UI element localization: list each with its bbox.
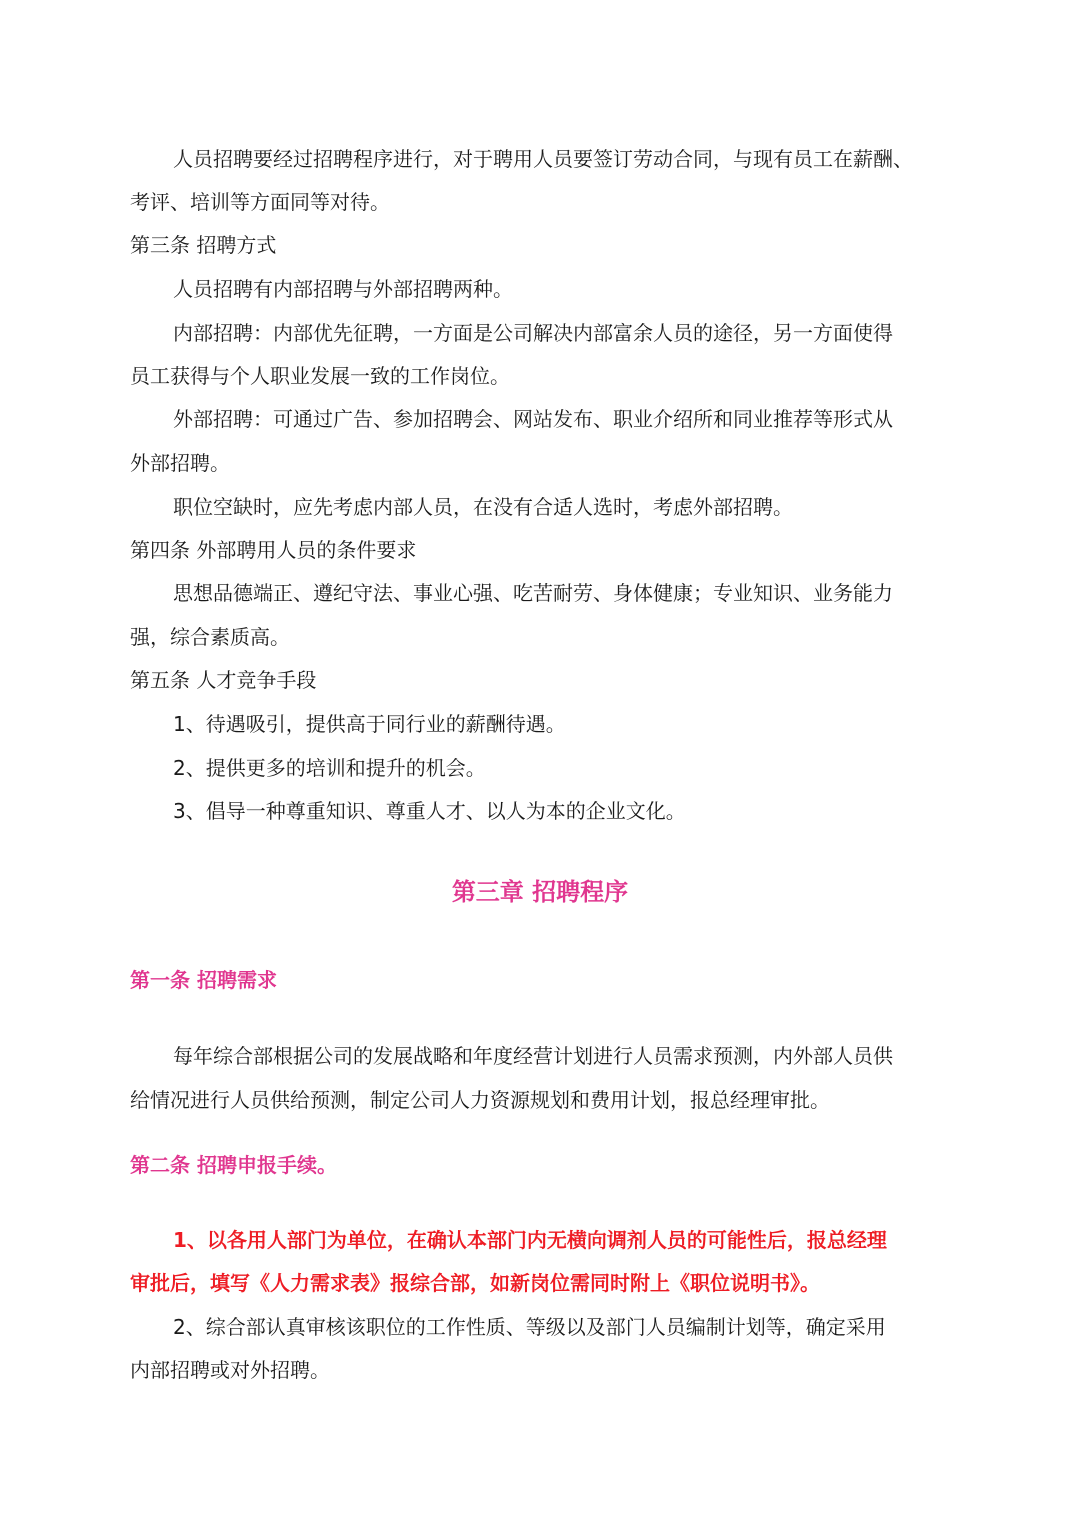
paragraph-line: 职位空缺时，应先考虑内部人员，在没有合适人选时，考虑外部招聘。 xyxy=(173,495,793,519)
paragraph-line: 外部招聘：可通过广告、参加招聘会、网站发布、职业介绍所和同业推荐等形式从 xyxy=(173,407,893,431)
paragraph-line: 人员招聘有内部招聘与外部招聘两种。 xyxy=(173,277,513,301)
list-item: 内部招聘或对外招聘。 xyxy=(130,1358,330,1382)
list-item: 2、综合部认真审核该职位的工作性质、等级以及部门人员编制计划等，确定采用 xyxy=(173,1315,886,1339)
paragraph-line: 强，综合素质高。 xyxy=(130,625,290,649)
paragraph-line: 人员招聘要经过招聘程序进行，对于聘用人员要签订劳动合同，与现有员工在薪酬、 xyxy=(173,147,913,171)
list-item: 1、待遇吸引，提供高于同行业的薪酬待遇。 xyxy=(173,712,566,736)
article-heading: 第一条 招聘需求 xyxy=(130,968,277,992)
paragraph-line: 外部招聘。 xyxy=(130,451,230,475)
paragraph-line: 内部招聘：内部优先征聘，一方面是公司解决内部富余人员的途径，另一方面使得 xyxy=(173,321,893,345)
article-heading: 第五条 人才竞争手段 xyxy=(130,668,317,692)
paragraph-line: 给情况进行人员供给预测，制定公司人力资源规划和费用计划，报总经理审批。 xyxy=(130,1088,830,1112)
paragraph-line: 思想品德端正、遵纪守法、事业心强、吃苦耐劳、身体健康；专业知识、业务能力 xyxy=(173,581,893,605)
paragraph-line: 员工获得与个人职业发展一致的工作岗位。 xyxy=(130,364,510,388)
paragraph-line: 考评、培训等方面同等对待。 xyxy=(130,190,390,214)
highlight-list-item: 审批后，填写《人力需求表》报综合部，如新岗位需同时附上《职位说明书》。 xyxy=(130,1271,820,1295)
article-heading: 第三条 招聘方式 xyxy=(130,233,277,257)
paragraph-line: 每年综合部根据公司的发展战略和年度经营计划进行人员需求预测，内外部人员供 xyxy=(173,1044,893,1068)
list-item: 3、倡导一种尊重知识、尊重人才、以人为本的企业文化。 xyxy=(173,799,686,823)
highlight-list-item: 1、以各用人部门为单位，在确认本部门内无横向调剂人员的可能性后，报总经理 xyxy=(173,1228,887,1252)
article-heading: 第二条 招聘申报手续。 xyxy=(130,1153,337,1177)
chapter-title: 第三章 招聘程序 xyxy=(451,878,629,906)
list-item: 2、提供更多的培训和提升的机会。 xyxy=(173,756,486,780)
article-heading: 第四条 外部聘用人员的条件要求 xyxy=(130,538,417,562)
